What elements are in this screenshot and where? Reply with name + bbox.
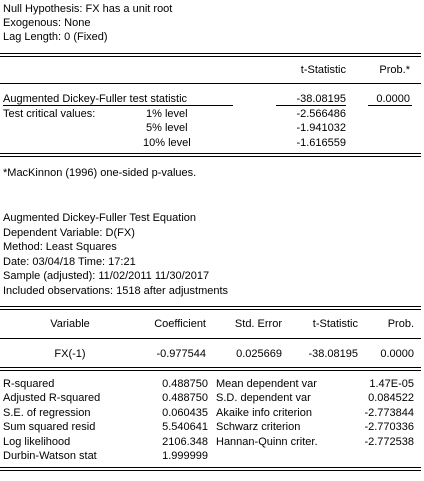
summary-label: R-squared bbox=[3, 378, 55, 390]
adf-prob-underline bbox=[368, 105, 412, 106]
summary-value: 0.488750 bbox=[162, 392, 208, 404]
summary-value: -2.773844 bbox=[364, 407, 414, 419]
adf-table-bottom-rule bbox=[0, 153, 421, 157]
summary-label: S.E. of regression bbox=[3, 407, 91, 419]
equation-title: Augmented Dickey-Fuller Test Equation bbox=[3, 212, 197, 224]
crit-level-label: 5% level bbox=[146, 122, 188, 134]
summary-label: Mean dependent var bbox=[216, 378, 317, 390]
coef-row-std-error: 0.025669 bbox=[236, 348, 282, 360]
coef-table-bottom-rule bbox=[0, 367, 421, 371]
crit-level-value: -1.616559 bbox=[296, 137, 346, 149]
adf-stat-prob: 0.0000 bbox=[376, 93, 410, 105]
adf-header-rule bbox=[0, 83, 421, 84]
crit-level-value: -2.566486 bbox=[296, 108, 346, 120]
crit-level-value: -1.941032 bbox=[296, 122, 346, 134]
observations-text: Included observations: 1518 after adjustments bbox=[3, 285, 229, 297]
summary-value: -2.770336 bbox=[364, 421, 414, 433]
coef-row-prob: 0.0000 bbox=[380, 348, 414, 360]
adf-table-top-rule bbox=[0, 53, 421, 57]
coef-table-top-rule bbox=[0, 306, 421, 310]
crit-values-label: Test critical values: bbox=[3, 108, 96, 120]
coef-row-variable: FX(-1) bbox=[54, 348, 86, 360]
sample-text: Sample (adjusted): 11/02/2011 11/30/2017 bbox=[3, 270, 210, 282]
summary-value: 1.47E-05 bbox=[369, 378, 414, 390]
adf-stat-underline bbox=[3, 105, 233, 106]
summary-value: 0.084522 bbox=[368, 392, 414, 404]
date-time-text: Date: 03/04/18 Time: 17:21 bbox=[3, 256, 136, 268]
crit-level-label: 10% level bbox=[143, 137, 191, 149]
summary-label: Adjusted R-squared bbox=[3, 392, 101, 404]
summary-value: 2106.348 bbox=[162, 436, 208, 448]
summary-label: Akaike info criterion bbox=[216, 407, 312, 419]
adf-stat-value: -38.08195 bbox=[296, 93, 346, 105]
adf-value-underline bbox=[276, 105, 346, 106]
adf-col-tstat-header: t-Statistic bbox=[300, 64, 346, 76]
summary-value: -2.772538 bbox=[364, 436, 414, 448]
dependent-variable-text: Dependent Variable: D(FX) bbox=[3, 227, 135, 239]
coef-header-prob: Prob. bbox=[387, 318, 414, 330]
coef-row-tstat: -38.08195 bbox=[308, 348, 358, 360]
coef-header-rule bbox=[0, 338, 421, 339]
summary-label: Sum squared resid bbox=[3, 421, 96, 433]
summary-label: Durbin-Watson stat bbox=[3, 450, 97, 462]
method-text: Method: Least Squares bbox=[3, 241, 117, 253]
adf-stat-label: Augmented Dickey-Fuller test statistic bbox=[3, 93, 188, 105]
summary-label: Hannan-Quinn criter. bbox=[216, 436, 318, 448]
adf-col-prob-header: Prob.* bbox=[379, 64, 410, 76]
coef-header-tstat: t-Statistic bbox=[312, 318, 358, 330]
summary-value: 0.488750 bbox=[162, 378, 208, 390]
summary-label: S.D. dependent var bbox=[216, 392, 311, 404]
crit-level-label: 1% level bbox=[146, 108, 188, 120]
coef-header-std-error: Std. Error bbox=[234, 318, 282, 330]
summary-label: Log likelihood bbox=[3, 436, 71, 448]
coef-header-variable: Variable bbox=[50, 318, 90, 330]
exogenous-text: Exogenous: None bbox=[3, 17, 91, 29]
lag-length-text: Lag Length: 0 (Fixed) bbox=[3, 31, 108, 43]
coef-row-coefficient: -0.977544 bbox=[156, 348, 206, 360]
coef-header-coefficient: Coefficient bbox=[154, 318, 206, 330]
summary-value: 0.060435 bbox=[162, 407, 208, 419]
null-hypothesis-text: Null Hypothesis: FX has a unit root bbox=[3, 3, 173, 15]
summary-value: 5.540641 bbox=[162, 421, 208, 433]
summary-label: Schwarz criterion bbox=[216, 421, 301, 433]
summary-bottom-rule bbox=[0, 467, 421, 471]
summary-value: 1.999999 bbox=[162, 450, 208, 462]
mackinnon-footnote: *MacKinnon (1996) one-sided p-values. bbox=[3, 167, 197, 179]
